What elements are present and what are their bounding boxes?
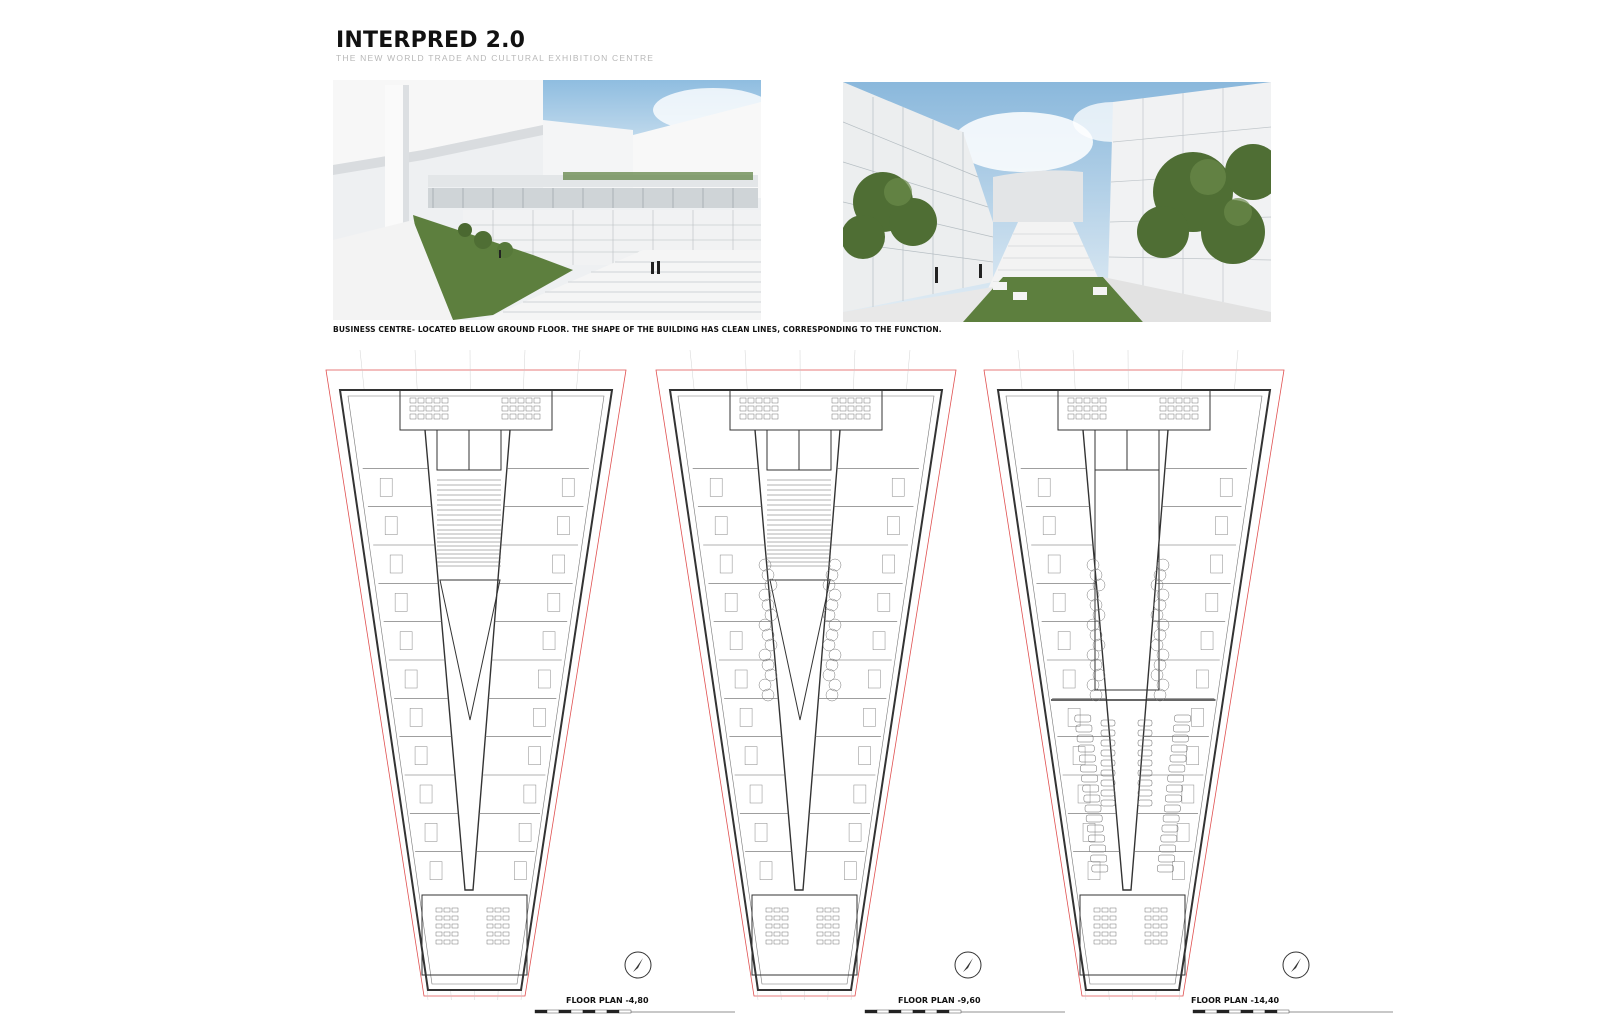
scale-segment [949, 1010, 961, 1013]
scale-segment [1229, 1010, 1241, 1013]
scale-segment [1277, 1010, 1289, 1013]
north-arrow-icon [963, 958, 973, 972]
scale-segment [913, 1010, 925, 1013]
scale-segment [877, 1010, 889, 1013]
section-caption: BUSINESS CENTRE- LOCATED BELLOW GROUND FLOOR. THE SHAPE OF THE BUILDING HAS CLEAN LINES, CORRESPONDING TO THE FUNCTION. [333, 325, 942, 334]
scale-segment [937, 1010, 949, 1013]
scale-segment [865, 1010, 877, 1013]
floor-plan-label: FLOOR PLAN -9,60 [898, 996, 981, 1005]
scale-segment [1241, 1010, 1253, 1013]
floor-plan [656, 350, 1065, 1013]
floor-plan [326, 350, 735, 1013]
scale-segment [583, 1010, 595, 1013]
page-title: INTERPRED 2.0 [336, 28, 526, 53]
scale-segment [889, 1010, 901, 1013]
scale-segment [547, 1010, 559, 1013]
scale-bar [865, 1010, 1065, 1013]
scale-segment [619, 1010, 631, 1013]
scale-segment [1253, 1010, 1265, 1013]
page-subtitle: THE NEW WORLD TRADE AND CULTURAL EXHIBITION CENTRE [336, 53, 655, 63]
scale-bar [1193, 1010, 1393, 1013]
floor-plan [984, 350, 1393, 1013]
scale-segment [1205, 1010, 1217, 1013]
scale-segment [607, 1010, 619, 1013]
scale-segment [1217, 1010, 1229, 1013]
scale-segment [535, 1010, 547, 1013]
scale-segment [1193, 1010, 1205, 1013]
north-arrow-icon [1291, 958, 1301, 972]
scale-segment [571, 1010, 583, 1013]
scale-segment [595, 1010, 607, 1013]
scale-segment [1265, 1010, 1277, 1013]
north-arrow-icon [633, 958, 643, 972]
scale-segment [901, 1010, 913, 1013]
scale-bar [535, 1010, 735, 1013]
scale-segment [925, 1010, 937, 1013]
floor-plan-label: FLOOR PLAN -4,80 [566, 996, 649, 1005]
floor-plan-label: FLOOR PLAN -14,40 [1191, 996, 1280, 1005]
scale-segment [559, 1010, 571, 1013]
